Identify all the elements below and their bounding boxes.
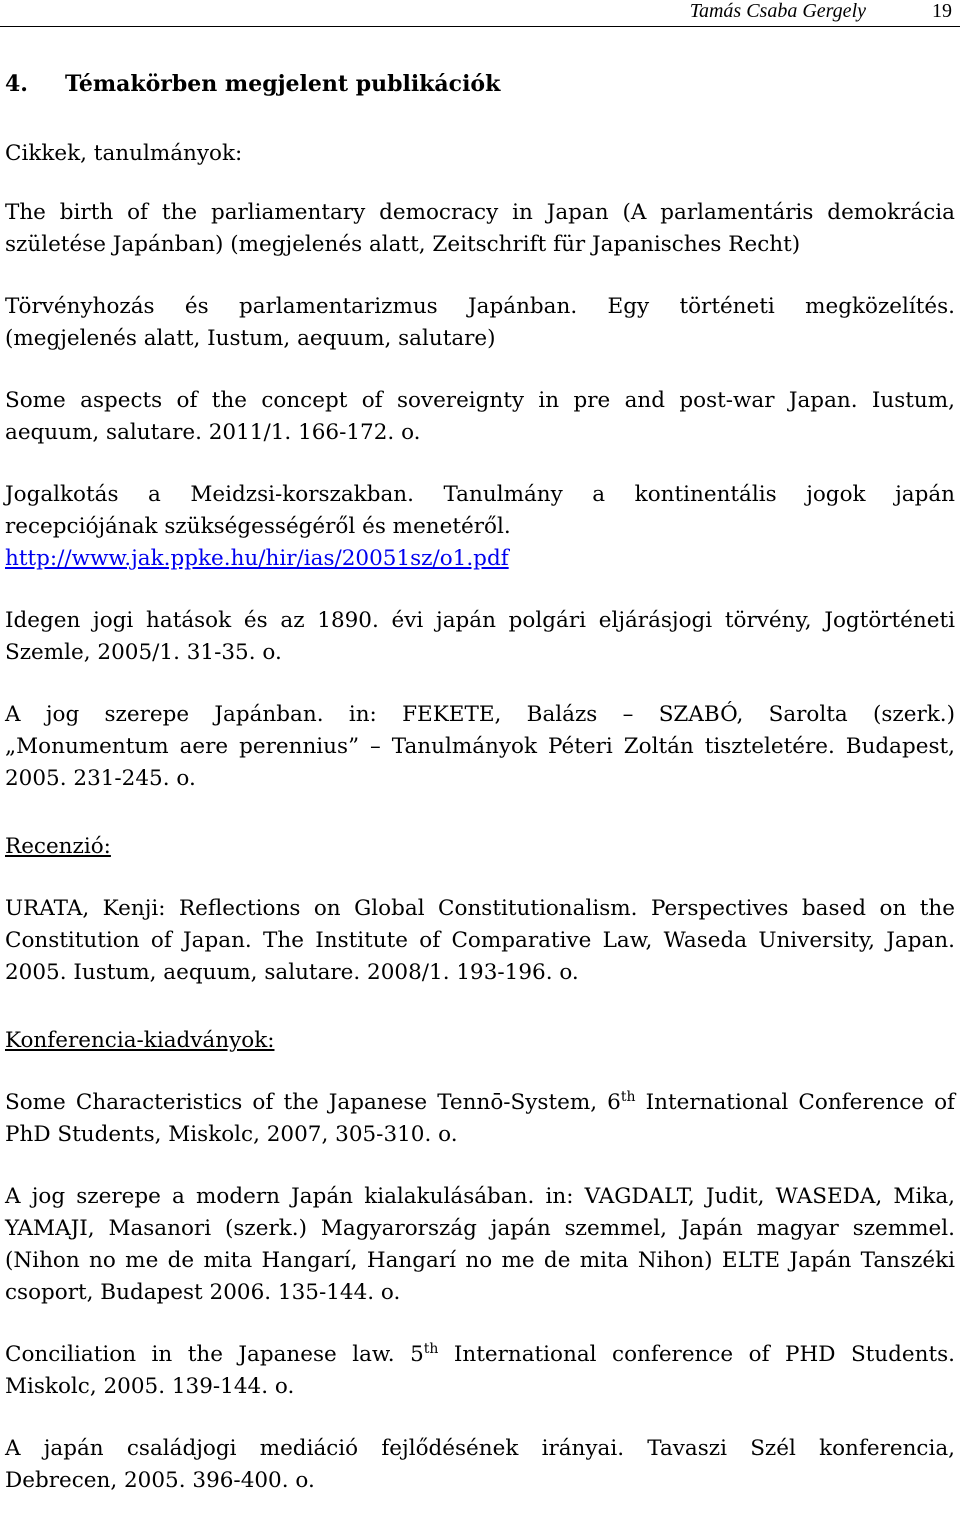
entry-line: The birth of the parliamentary democracy in Japan (A parlamentáris demokrácia	[5, 200, 955, 225]
entry-line: Miskolc, 2005. 139-144. o.	[5, 1374, 295, 1399]
articles-heading: Cikkek, tanulmányok:	[5, 141, 243, 166]
entry-line: 2005. Iustum, aequum, salutare. 2008/1. 193-196. o.	[5, 960, 579, 985]
entry-line: URATA, Kenji: Reflections on Global Constitutionalism. Perspectives based on the	[5, 896, 955, 921]
ordinal-suffix: th	[620, 1089, 636, 1105]
entry-line: A jog szerepe Japánban. in: FEKETE, Balázs – SZABÓ, Sarolta (szerk.)	[5, 702, 955, 727]
publication-entry	[5, 197, 955, 261]
page-number: 19	[932, 0, 952, 22]
entry-line: (Nihon no me de mita Hangarí, Hangarí no me de mita Nihon) ELTE Japán Tanszéki	[5, 1248, 955, 1273]
publication-entry	[5, 893, 955, 989]
document-body	[5, 68, 955, 1527]
entry-line: csoport, Budapest 2006. 135-144. o.	[5, 1280, 401, 1305]
entry-line: Some aspects of the concept of sovereignty in pre and post-war Japan. Iustum,	[5, 388, 955, 413]
entry-line: Szemle, 2005/1. 31-35. o.	[5, 640, 282, 665]
entry-text: International Conference of	[635, 1090, 955, 1115]
section-title-text: Témakörben megjelent publikációk	[65, 71, 501, 97]
publication-entry	[5, 479, 955, 575]
entry-line: A japán családjogi mediáció fejlődésének irányai. Tavaszi Szél konferencia,	[5, 1436, 955, 1461]
publication-entry	[5, 1087, 955, 1151]
entry-line	[5, 1087, 955, 1119]
entry-line: „Monumentum aere perennius” – Tanulmányok Péteri Zoltán tiszteletére. Budapest,	[5, 734, 955, 759]
entry-line: recepciójának szükségességéről és menetéről.	[5, 514, 511, 539]
entry-line	[5, 1339, 955, 1371]
entry-text: Conciliation in the Japanese law. 5	[5, 1342, 424, 1367]
entry-line: 2005. 231-245. o.	[5, 766, 196, 791]
publication-pdf-link[interactable]: http://www.jak.ppke.hu/hir/ias/20051sz/o1.pdf	[5, 546, 509, 571]
reviews-heading: Recenzió:	[5, 834, 111, 859]
publication-entry	[5, 699, 955, 795]
conferences-heading: Konferencia-kiadványok:	[5, 1028, 275, 1053]
entry-line: A jog szerepe a modern Japán kialakulásában. in: VAGDALT, Judit, WASEDA, Mika,	[5, 1184, 955, 1209]
entry-line: aequum, salutare. 2011/1. 166-172. o.	[5, 420, 421, 445]
entry-line: születése Japánban) (megjelenés alatt, Zeitschrift für Japanisches Recht)	[5, 232, 801, 257]
entry-line: (megjelenés alatt, Iustum, aequum, salutare)	[5, 326, 496, 351]
entry-text: Some Characteristics of the Japanese Tennō-System, 6	[5, 1090, 621, 1115]
entry-line: PhD Students, Miskolc, 2007, 305-310. o.	[5, 1122, 458, 1147]
entry-line: Constitution of Japan. The Institute of Comparative Law, Waseda University, Japan.	[5, 928, 955, 953]
page-header	[0, 0, 960, 27]
publication-entry	[5, 1339, 955, 1403]
publication-entry	[5, 1433, 955, 1497]
header-author: Tamás Csaba Gergely	[689, 0, 866, 22]
publication-entry	[5, 291, 955, 355]
entry-text: International conference of PHD Students.	[438, 1342, 955, 1367]
publication-entry	[5, 605, 955, 669]
entry-line: Törvényhozás és parlamentarizmus Japánban. Egy történeti megközelítés.	[5, 294, 955, 319]
entry-line: Debrecen, 2005. 396-400. o.	[5, 1468, 315, 1493]
entry-line: Idegen jogi hatások és az 1890. évi japán polgári eljárásjogi törvény, Jogtörténeti	[5, 608, 955, 633]
section-number: 4.	[5, 71, 28, 97]
section-title	[5, 68, 955, 100]
publication-entry	[5, 1181, 955, 1309]
ordinal-suffix: th	[423, 1341, 439, 1357]
entry-line: Jogalkotás a Meidzsi-korszakban. Tanulmány a kontinentális jogok japán	[5, 482, 955, 507]
entry-line: YAMAJI, Masanori (szerk.) Magyarország japán szemmel, Japán magyar szemmel.	[5, 1216, 955, 1241]
publication-entry	[5, 385, 955, 449]
